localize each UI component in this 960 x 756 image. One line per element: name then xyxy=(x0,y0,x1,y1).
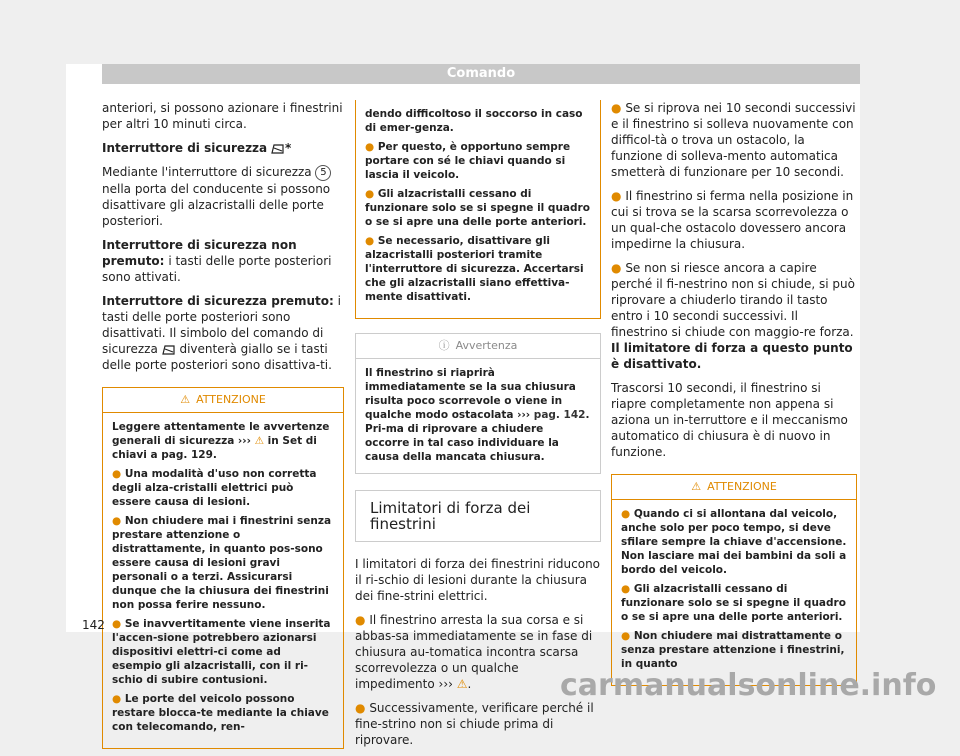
list-item: ● Gli alzacristalli cessano di funzionare solo se si spegne il quadro o se si apre una delle porte anteriori. xyxy=(365,188,590,228)
note-header: ⓘ Avvertenza xyxy=(356,334,600,359)
page-number: 142 xyxy=(82,618,105,632)
warning-header: ⚠ ATTENZIONE xyxy=(612,475,856,500)
info-icon: ⓘ xyxy=(438,339,450,352)
warning-intro: Leggere attentamente le avvertenze generali di sicurezza ››› ⚠ in Set di chiavi a pag. 129. xyxy=(112,420,330,461)
warning-icon: ⚠ xyxy=(691,480,702,493)
list-item: ● Se non si riesce ancora a capire perché il fi-nestrino non si chiude, si può riprovare a chiuderlo tirando il tasto entro i 10 secondi successivi. Il finestrino si chiude con maggio-re forza. Il limitatore di forza a questo punto è disattivato. xyxy=(611,261,855,371)
list-item: ● Per questo, è opportuno sempre portare con sé le chiavi quando si lascia il veicolo. xyxy=(365,141,571,181)
list-item: ● Il finestrino si ferma nella posizione in cui si trova se la scarsa scorrevolezza o un qual-che ostacolo dovessero ancora impedirne la chiusura. xyxy=(611,189,854,251)
column-3 xyxy=(611,100,857,686)
callout-number: 5 xyxy=(315,165,331,181)
paragraph: Trascorsi 10 secondi, il finestrino si riapre completamente non appena si aziona un in-terruttore e il meccanismo automatico di chiusura è di nuovo in funzione. xyxy=(611,381,848,459)
warning-box xyxy=(611,474,857,686)
page-link[interactable]: pag. 142 xyxy=(533,409,586,421)
list-item: ● Una modalità d'uso non corretta degli alza-cristalli elettrici può essere causa di lesioni. xyxy=(112,467,317,508)
list-item: ● Se necessario, disattivare gli alzacristalli posteriori tramite l'interruttore di sicurezza. Accertarsi che gli alzacristalli siano effettiva-mente disattivati. xyxy=(365,235,584,303)
warning-box xyxy=(102,387,344,749)
note-box xyxy=(355,333,601,474)
note-body: Il finestrino si riaprirà immediatamente se la sua chiusura risulta poco scorrevole o viene in qualche modo ostacolata ››› pag. 142. Pri-ma di riprovare a chiudere occorre in tal caso individuare la causa della mancata chiusura. xyxy=(365,367,590,463)
list-item: ● Quando ci si allontana dal veicolo, anche solo per poco tempo, si deve sfilare sempre la chiave d'accensione. Non lasciare mai dei bambini da soli a bordo del veicolo. xyxy=(621,508,847,576)
warning-icon: ⚠ xyxy=(456,677,468,691)
paragraph: I limitatori di forza dei finestrini riducono il ri-schio di lesioni durante la chiusura dei fine-strini elettrici. xyxy=(355,557,601,603)
list-item: ● Se si riprova nei 10 secondi successivi e il finestrino si solleva nuovamente con difficol-tà o trova un ostacolo, la funzione di solleva-mento automatica smetterà di funzionare per 10 secondi. xyxy=(611,101,856,179)
watermark: carmanualsonline.info xyxy=(560,668,937,703)
window-lock-icon xyxy=(271,143,285,154)
list-item: ● Successivamente, verificare perché il fine-strino non si chiude prima di riprovare. xyxy=(355,701,594,747)
list-item: ● Gli alzacristalli cessano di funzionare solo se si spegne il quadro o se si apre una delle porte anteriori. xyxy=(621,583,846,623)
paragraph: Interruttore di sicurezza premuto: i tasti delle porte posteriori sono disattivati. Il simbolo del comando di sicurezza diventerà giallo se i tasti delle porte posteriori sono disattiva-ti. xyxy=(102,293,341,372)
warning-header: ⚠ ATTENZIONE xyxy=(103,388,343,413)
list-item: dendo difficoltoso il soccorso in caso di emer-genza. xyxy=(365,108,583,134)
warning-body xyxy=(103,413,343,748)
window-lock-icon xyxy=(162,344,176,355)
heading-safety-switch: Interruttore di sicurezza * xyxy=(102,141,292,155)
list-item: ● Se inavvertitamente viene inserita l'accen-sione potrebbero azionarsi dispositivi elettri-ci come ad esempio gli alzacristalli, con il ri-schio di subire contusioni. xyxy=(112,617,331,686)
paragraph: anteriori, si possono azionare i finestrini per altri 10 minuti circa. xyxy=(102,101,343,131)
warning-body xyxy=(612,500,856,685)
warning-icon: ⚠ xyxy=(254,434,264,447)
paragraph: Mediante l'interruttore di sicurezza 5 nella porta del conducente si possono disattivare gli alzacristalli delle porte posteriori. xyxy=(102,165,331,228)
column-2 xyxy=(355,100,601,756)
section-title: Limitatori di forza dei finestrini xyxy=(355,490,601,542)
column-1 xyxy=(102,100,344,749)
warning-icon: ⚠ xyxy=(180,392,191,406)
page-header: Comando xyxy=(102,64,860,84)
paragraph: Interruttore di sicurezza non premuto: i tasti delle porte posteriori sono attivati. xyxy=(102,237,332,284)
list-item: ● Le porte del veicolo possono restare blocca-te mediante la chiave con telecomando, ren- xyxy=(112,692,329,733)
list-item: ● Il finestrino arresta la sua corsa e si abbas-sa immediatamente se in fase di chiusura au-tomatica incontra scarsa scorrevolezza o un qualche impedimento ››› ⚠. xyxy=(355,613,593,691)
warning-body xyxy=(356,100,600,318)
list-item: ● Non chiudere mai distrattamente o senza prestare attenzione i finestrini, in quanto xyxy=(621,630,845,670)
list-item: ● Non chiudere mai i finestrini senza prestare attenzione o distrattamente, in quanto pos-sono essere causa di lesioni gravi personali o a terzi. Assicurarsi dunque che la chiusura dei finestrini non possa ferire nessuno. xyxy=(112,514,332,611)
warning-box-continued xyxy=(355,100,601,319)
